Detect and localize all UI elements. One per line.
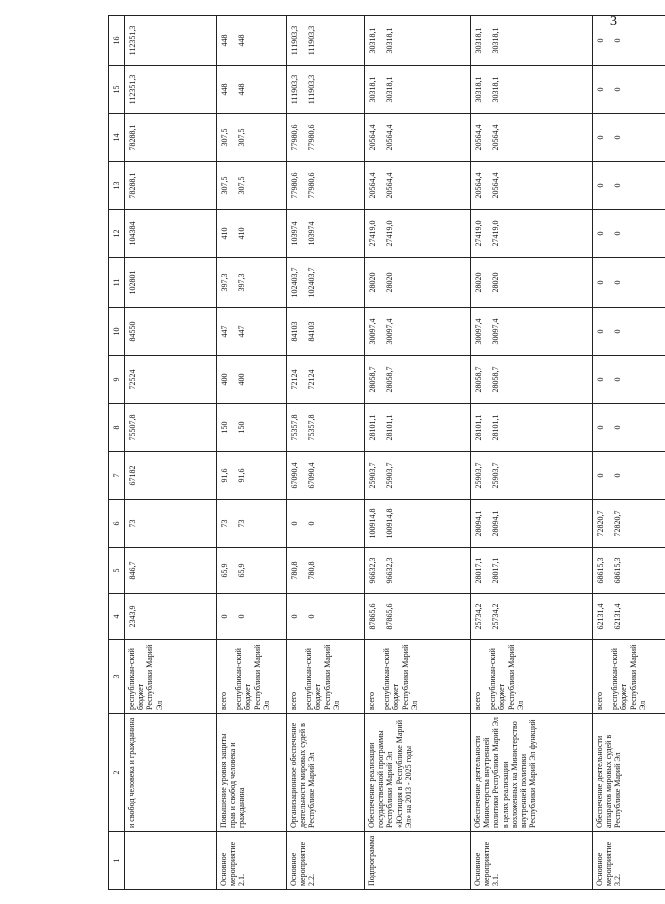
value-cell	[365, 548, 471, 594]
value-cell	[471, 548, 593, 594]
value-cell	[365, 594, 471, 640]
funding-source-cell	[365, 640, 471, 714]
value-cell	[125, 210, 217, 258]
value: 28020	[385, 272, 395, 293]
value: 28020	[491, 272, 501, 293]
value: 30318,1	[385, 76, 395, 103]
row-activity-label: Основное мероприятие 3.1.	[471, 832, 593, 890]
value-cell	[365, 162, 471, 210]
value-cell	[365, 66, 471, 114]
value-cell	[471, 258, 593, 308]
value: 25903,7	[368, 462, 377, 489]
value: 87865,6	[385, 603, 395, 630]
value: 0	[613, 231, 623, 236]
value: 20564,4	[474, 172, 483, 199]
funding-source-cell	[471, 640, 593, 714]
value-cell	[125, 452, 217, 500]
value-cell	[217, 210, 287, 258]
value: 30318,1	[491, 27, 501, 54]
value-cell	[471, 162, 593, 210]
column-header-7: 7	[109, 452, 125, 500]
value-cell	[287, 16, 365, 66]
value: 111903,3	[307, 74, 317, 105]
value-cell	[125, 114, 217, 162]
value: 72124	[290, 369, 299, 390]
funding-source: республикан-ский бюджет Республики Марий Эл	[382, 644, 419, 710]
value: 27419,0	[491, 220, 501, 247]
value: 75357,8	[290, 414, 299, 441]
value: 0	[613, 329, 623, 334]
funding-source: республикан-ский бюджет Республики Марий Эл	[234, 644, 271, 710]
value: 28094,1	[491, 510, 501, 537]
value: 780,8	[307, 561, 317, 580]
value-cell	[287, 548, 365, 594]
value: 447	[220, 325, 229, 338]
value-cell	[217, 594, 287, 640]
value: 28094,1	[474, 510, 483, 537]
column-header-1: 1	[109, 832, 125, 890]
value: 307,5	[237, 128, 247, 147]
value: 150	[220, 421, 229, 434]
value: 112351,3	[128, 74, 137, 105]
value: 410	[237, 227, 247, 240]
value-cell	[471, 500, 593, 548]
value: 448	[220, 83, 229, 96]
funding-source: республикан-ский бюджет Республики Марий Эл	[610, 644, 647, 710]
value: 400	[237, 373, 247, 386]
value: 400	[220, 373, 229, 386]
value-cell	[217, 114, 287, 162]
value: 307,5	[220, 176, 229, 195]
value-cell	[287, 114, 365, 162]
value-cell	[471, 16, 593, 66]
table-row	[471, 16, 593, 890]
value: 78288,1	[128, 172, 137, 199]
value-cell	[593, 452, 665, 500]
value-cell	[365, 114, 471, 162]
column-header-4: 4	[109, 594, 125, 640]
rotated-table-container	[108, 20, 647, 890]
value: 28017,1	[474, 557, 483, 584]
value: 0	[596, 377, 605, 382]
value-cell	[365, 500, 471, 548]
value: 0	[596, 329, 605, 334]
value-cell	[365, 452, 471, 500]
value: 77980,6	[307, 124, 317, 151]
column-header-9: 9	[109, 356, 125, 404]
value: 20564,4	[385, 172, 395, 199]
value-cell	[287, 66, 365, 114]
value-cell	[471, 356, 593, 404]
value: 25903,7	[491, 462, 501, 489]
value: 20564,4	[491, 124, 501, 151]
value-cell	[471, 114, 593, 162]
value: 30318,1	[368, 27, 377, 54]
value: 78288,1	[128, 124, 137, 151]
funding-source-cell	[217, 640, 287, 714]
value: 77980,6	[290, 172, 299, 199]
row-activity-label: Основное мероприятие 2.1.	[217, 832, 287, 890]
value-cell	[217, 404, 287, 452]
column-header-14: 14	[109, 114, 125, 162]
value-cell	[125, 16, 217, 66]
value-cell	[287, 258, 365, 308]
column-header-15: 15	[109, 66, 125, 114]
column-header-12: 12	[109, 210, 125, 258]
value: 30318,1	[368, 76, 377, 103]
value-cell	[471, 66, 593, 114]
page-number: 3	[610, 14, 617, 29]
value: 25903,7	[385, 462, 395, 489]
value: 20564,4	[368, 172, 377, 199]
value: 73	[220, 519, 229, 528]
value-cell	[365, 308, 471, 356]
value: 30318,1	[385, 27, 395, 54]
value: 0	[613, 425, 623, 430]
value: 62131,4	[613, 603, 623, 630]
value: 0	[307, 614, 317, 619]
value-cell	[593, 548, 665, 594]
value: 448	[237, 34, 247, 47]
value: 67182	[128, 465, 137, 486]
value: 84550	[128, 321, 137, 342]
value: 77980,6	[290, 124, 299, 151]
value: 62131,4	[596, 603, 605, 630]
value: 30097,4	[368, 318, 377, 345]
table-row	[217, 16, 287, 890]
value-cell	[125, 162, 217, 210]
value: 447	[237, 325, 247, 338]
value-cell	[125, 404, 217, 452]
value-cell	[593, 404, 665, 452]
funding-total-label: всего	[289, 691, 298, 710]
value-cell	[287, 210, 365, 258]
value: 25734,2	[474, 603, 483, 630]
value: 102403,7	[290, 267, 299, 298]
column-header-6: 6	[109, 500, 125, 548]
value: 846,7	[128, 561, 137, 580]
funding-source: республикан-ский бюджет Республики Марий Эл	[304, 644, 341, 710]
value: 20564,4	[491, 172, 501, 199]
value: 91,6	[237, 468, 247, 483]
value-cell	[287, 500, 365, 548]
value-cell	[471, 594, 593, 640]
column-header-13: 13	[109, 162, 125, 210]
value: 75507,8	[128, 414, 137, 441]
table-row	[125, 16, 217, 890]
value-cell	[593, 66, 665, 114]
value: 307,5	[220, 128, 229, 147]
value-cell	[217, 356, 287, 404]
row-activity-label	[125, 832, 217, 890]
value-cell	[217, 500, 287, 548]
funding-source: республикан-ский бюджет Республики Марий Эл	[127, 644, 164, 710]
value-cell	[125, 66, 217, 114]
value: 72820,7	[596, 510, 605, 537]
value: 448	[237, 83, 247, 96]
funding-source-cell	[593, 640, 665, 714]
value: 0	[596, 280, 605, 285]
value: 30318,1	[474, 27, 483, 54]
value-cell	[593, 16, 665, 66]
value-cell	[471, 308, 593, 356]
value: 87865,6	[368, 603, 377, 630]
value: 30318,1	[474, 76, 483, 103]
value: 20564,4	[474, 124, 483, 151]
funding-total-label: всего	[367, 691, 376, 710]
value-cell	[217, 66, 287, 114]
value: 28058,7	[385, 366, 395, 393]
value: 0	[596, 135, 605, 140]
row-description: Организационное обеспечение деятельности мировых судей в Республике Марий Эл	[287, 714, 365, 832]
table-row	[593, 16, 665, 890]
value: 397,3	[237, 273, 247, 292]
table-row	[365, 16, 471, 890]
table-row	[287, 16, 365, 890]
value: 0	[596, 473, 605, 478]
row-activity-label: Основное мероприятие 3.2.	[593, 832, 665, 890]
value-cell	[217, 16, 287, 66]
value: 0	[613, 473, 623, 478]
value: 73	[128, 519, 137, 528]
value: 28058,7	[368, 366, 377, 393]
value-cell	[125, 356, 217, 404]
value-cell	[593, 500, 665, 548]
value: 111903,3	[307, 25, 317, 56]
value-cell	[287, 356, 365, 404]
value-cell	[471, 210, 593, 258]
funding-total-label: всего	[595, 691, 604, 710]
value: 27419,0	[474, 220, 483, 247]
value: 30318,1	[491, 76, 501, 103]
row-description: и свобод человека и гражданина	[125, 714, 217, 832]
value: 410	[220, 227, 229, 240]
value: 73	[237, 519, 247, 528]
value: 28101,1	[491, 414, 501, 441]
value: 0	[613, 38, 623, 43]
value: 28101,1	[368, 414, 377, 441]
value: 103974	[307, 221, 317, 246]
value-cell	[287, 452, 365, 500]
value-cell	[365, 258, 471, 308]
value: 28058,7	[474, 366, 483, 393]
value-cell	[125, 548, 217, 594]
value-cell	[125, 500, 217, 548]
value: 0	[290, 614, 299, 619]
value: 20564,4	[368, 124, 377, 151]
value-cell	[217, 308, 287, 356]
value-cell	[125, 258, 217, 308]
value: 0	[596, 425, 605, 430]
value: 150	[237, 421, 247, 434]
value: 25903,7	[474, 462, 483, 489]
value-cell	[593, 162, 665, 210]
header-row	[109, 16, 125, 890]
value: 102801	[128, 270, 137, 295]
value: 27419,0	[385, 220, 395, 247]
value: 104384	[128, 221, 137, 246]
value-cell	[365, 404, 471, 452]
value-cell	[593, 594, 665, 640]
value: 0	[220, 614, 229, 619]
value: 96632,3	[368, 557, 377, 584]
value: 111903,3	[290, 25, 299, 56]
value-cell	[217, 162, 287, 210]
value: 28020	[474, 272, 483, 293]
table-body	[125, 16, 665, 890]
value: 67090,4	[307, 462, 317, 489]
value-cell	[287, 404, 365, 452]
value: 448	[220, 34, 229, 47]
value: 0	[596, 87, 605, 92]
value: 84103	[307, 321, 317, 342]
value-cell	[125, 308, 217, 356]
value: 307,5	[237, 176, 247, 195]
value: 102403,7	[307, 267, 317, 298]
value: 0	[307, 521, 317, 526]
column-header-5: 5	[109, 548, 125, 594]
value-cell	[471, 404, 593, 452]
funding-source-cell	[287, 640, 365, 714]
value: 103974	[290, 221, 299, 246]
value: 30097,4	[385, 318, 395, 345]
value-cell	[365, 210, 471, 258]
value: 67090,4	[290, 462, 299, 489]
value: 28020	[368, 272, 377, 293]
value: 111903,3	[290, 74, 299, 105]
value: 96632,3	[385, 557, 395, 584]
value: 0	[290, 521, 299, 526]
row-description: Обеспечение деятельности аппаратов мировых судей в Республике Марий Эл	[593, 714, 665, 832]
row-description: Повышение уровня защиты прав и свобод человека и гражданина	[217, 714, 287, 832]
value: 65,9	[237, 563, 247, 578]
value-cell	[365, 356, 471, 404]
funding-total-label: всего	[219, 691, 228, 710]
value: 28101,1	[385, 414, 395, 441]
value: 0	[613, 87, 623, 92]
row-activity-label: Основное мероприятие 2.2.	[287, 832, 365, 890]
value-cell	[593, 114, 665, 162]
value: 0	[613, 183, 623, 188]
value-cell	[217, 452, 287, 500]
value: 2343,9	[128, 605, 137, 628]
column-header-3: 3	[109, 640, 125, 714]
value-cell	[287, 308, 365, 356]
value: 0	[237, 614, 247, 619]
column-header-8: 8	[109, 404, 125, 452]
value-cell	[593, 356, 665, 404]
value: 72124	[307, 369, 317, 390]
value: 72820,7	[613, 510, 623, 537]
value-cell	[287, 594, 365, 640]
row-activity-label: Подпрограмма	[365, 832, 471, 890]
value: 27419,0	[368, 220, 377, 247]
row-description: Обеспечение реализации государственной программы Республики Марий Эл «Юстиция в Республике Марий Эл» на 2013 - 2025 годы	[365, 714, 471, 832]
value-cell	[217, 548, 287, 594]
value: 780,8	[290, 561, 299, 580]
column-header-2: 2	[109, 714, 125, 832]
value: 30097,4	[474, 318, 483, 345]
value-cell	[125, 594, 217, 640]
value: 68615,3	[613, 557, 623, 584]
value: 20564,4	[385, 124, 395, 151]
value: 0	[613, 377, 623, 382]
value: 28058,7	[491, 366, 501, 393]
funding-source-cell	[125, 640, 217, 714]
value: 72524	[128, 369, 137, 390]
value: 0	[596, 231, 605, 236]
funding-source: республикан-ский бюджет Республики Марий Эл	[488, 644, 525, 710]
value: 75357,8	[307, 414, 317, 441]
value: 65,9	[220, 563, 229, 578]
budget-table	[108, 15, 665, 890]
value: 0	[596, 38, 605, 43]
value-cell	[593, 258, 665, 308]
value: 30097,4	[491, 318, 501, 345]
value-cell	[593, 210, 665, 258]
value: 100914,8	[385, 508, 395, 539]
column-header-11: 11	[109, 258, 125, 308]
value: 112351,3	[128, 25, 137, 56]
value: 28101,1	[474, 414, 483, 441]
value: 397,3	[220, 273, 229, 292]
value-cell	[593, 308, 665, 356]
funding-total-label: всего	[473, 691, 482, 710]
value: 100914,8	[368, 508, 377, 539]
row-description: Обеспечение деятельности Министерства внутренней политики Республики Марий Эл в целях реализации возложенных на Министерство внутренней политики Республики Марий Эл функций	[471, 714, 593, 832]
value: 0	[613, 280, 623, 285]
value: 84103	[290, 321, 299, 342]
value: 0	[596, 183, 605, 188]
value: 0	[613, 135, 623, 140]
value-cell	[471, 452, 593, 500]
value: 91,6	[220, 468, 229, 483]
value-cell	[287, 162, 365, 210]
value: 25734,2	[491, 603, 501, 630]
value: 28017,1	[491, 557, 501, 584]
value: 68615,3	[596, 557, 605, 584]
column-header-16: 16	[109, 16, 125, 66]
value-cell	[365, 16, 471, 66]
value-cell	[217, 258, 287, 308]
column-header-10: 10	[109, 308, 125, 356]
value: 77980,6	[307, 172, 317, 199]
